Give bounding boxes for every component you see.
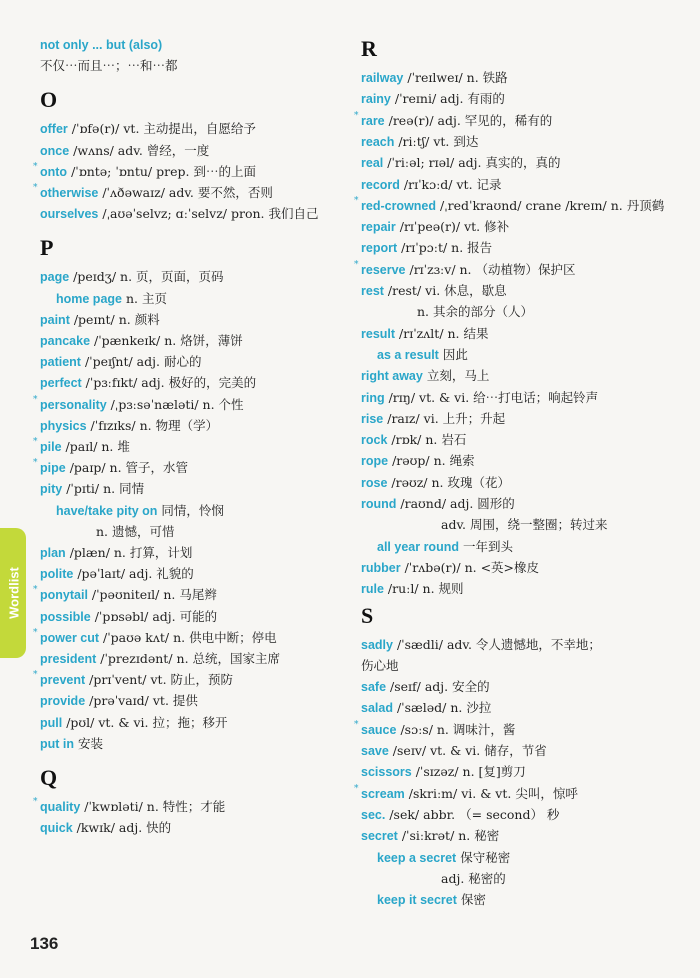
definition: n. 其余的部分（人） (417, 304, 533, 320)
word-entry (377, 850, 510, 866)
definition: /ˈʌðəwaɪz/ adv. 要不然，否则 (102, 185, 273, 200)
definition: /rɪˈzɜːv/ n. （动植物）保护区 (409, 261, 576, 277)
definition: /ˈsɪzəz/ n. [复]剪刀 (415, 764, 526, 780)
definition: /peɪnt/ n. 颜料 (73, 311, 160, 327)
headword: pile (40, 440, 62, 454)
headword: secret (361, 829, 398, 844)
new-word-star-icon: * (33, 585, 38, 596)
word-entry (40, 693, 198, 709)
headword: quick (40, 821, 73, 836)
new-word-star-icon: * (33, 670, 38, 681)
word-entry (361, 134, 478, 150)
definition: /ˈpəʊniteɪl/ n. 马尾辫 (91, 587, 217, 603)
word-entry (361, 411, 505, 427)
headword: reserve (361, 262, 406, 277)
headword: rare (361, 113, 385, 128)
headword: page (40, 270, 70, 285)
definition: /prɪˈvent/ vt. 防止，预防 (89, 672, 234, 688)
headword: repair (361, 220, 396, 235)
headword: keep it secret (377, 893, 457, 908)
word-entry (361, 91, 505, 107)
headword: ponytail (40, 588, 88, 603)
headword: rise (361, 411, 384, 426)
word-entry (40, 164, 256, 180)
definition: /ˈreɪlweɪ/ n. 铁路 (407, 70, 508, 85)
definition: /rɪˈkɔːd/ vt. 记录 (403, 176, 502, 192)
word-entry (361, 155, 560, 171)
definition: /ˈfɪzɪks/ n. 物理（学） (90, 417, 219, 433)
word-entry (40, 397, 244, 413)
headword: rock (361, 433, 388, 448)
headword: quality (40, 800, 81, 814)
headword: power cut (40, 630, 100, 645)
definition: 保守秘密 (460, 849, 511, 865)
definition: /ˈɒfə(r)/ vt. 主动提出，自愿给予 (71, 121, 256, 137)
definition: /ˈsiːkrət/ n. 秘密 (401, 828, 500, 844)
definition: /ˈkwɒləti/ n. 特性；才能 (84, 799, 226, 814)
definition: /rɒk/ n. 岩石 (391, 432, 467, 448)
definition: /rest/ vi. 休息，歇息 (387, 283, 507, 298)
definition: /sɔːs/ n. 调味汁，酱 (400, 721, 516, 737)
definition: /raʊnd/ adj. 圆形的 (400, 496, 515, 511)
definition: /rɪŋ/ vt. & vi. 给⋯打电话；响起铃声 (388, 389, 599, 405)
word-entry (377, 892, 486, 908)
headword: provide (40, 694, 86, 709)
word-entry (40, 736, 103, 752)
headword: ring (361, 390, 385, 405)
definition: /ˈpaʊə kʌt/ n. 供电中断；停电 (103, 629, 277, 645)
definition: n. 遗憾，可惜 (96, 523, 175, 539)
definition: adj. 秘密的 (441, 870, 506, 886)
definition: /raɪz/ vi. 上升；升起 (387, 410, 506, 426)
headword: safe (361, 680, 387, 695)
headword: once (40, 143, 70, 158)
word-entry (40, 312, 160, 328)
definition: /ˈreɪni/ adj. 有雨的 (394, 91, 505, 107)
definition: /peɪdʒ/ n. 页，页面，页码 (73, 269, 224, 285)
definition: 因此 (442, 346, 468, 362)
headword: right away (361, 369, 423, 384)
definition: 安装 (78, 735, 104, 751)
definition: /ˈpænkeɪk/ n. 烙饼，薄饼 (94, 333, 243, 348)
word-entry (441, 517, 607, 533)
headword: real (361, 156, 384, 171)
new-word-star-icon: * (33, 183, 38, 193)
definition: /pəˈlaɪt/ adj. 礼貌的 (77, 566, 194, 582)
headword: all year round (377, 539, 459, 554)
definition: /ˈsæləd/ n. 沙拉 (396, 700, 492, 716)
section-letter: O (40, 87, 58, 113)
word-entry (361, 807, 559, 823)
headword: save (361, 744, 389, 758)
page-number: 136 (30, 934, 59, 953)
definition: /ˈprezɪdənt/ n. 总统，国家主席 (100, 651, 281, 666)
new-word-star-icon: * (354, 110, 359, 121)
word-entry (361, 828, 499, 844)
headword: record (361, 177, 400, 192)
headword: scissors (361, 765, 412, 780)
definition: /rɪˈpɔːt/ n. 报告 (401, 240, 493, 256)
headword: prevent (40, 673, 86, 688)
definition: /rɪˈzʌlt/ n. 结果 (399, 325, 489, 341)
word-entry (361, 177, 502, 193)
definition: /kwɪk/ adj. 快的 (76, 820, 172, 836)
definition: /plæn/ n. 打算，计划 (69, 545, 193, 560)
word-entry (361, 637, 601, 653)
word-entry (40, 609, 217, 625)
word-entry (40, 566, 194, 582)
definition: /ˈɒntə; ˈɒntu/ prep. 到⋯的上面 (71, 163, 256, 179)
word-entry (361, 679, 490, 695)
definition: /rəʊp/ n. 绳索 (392, 453, 475, 469)
word-entry (361, 722, 515, 738)
word-entry (40, 651, 280, 667)
word-entry (40, 185, 273, 201)
word-entry (56, 503, 224, 519)
word-entry (361, 262, 576, 278)
word-entry (40, 37, 162, 53)
word-entry (96, 524, 175, 540)
headword: pancake (40, 334, 91, 348)
definition: 一年到头 (462, 538, 513, 554)
headword: president (40, 652, 97, 666)
word-entry (40, 354, 201, 370)
new-word-star-icon: * (354, 719, 359, 730)
new-word-star-icon: * (33, 458, 38, 469)
definition: /riːtʃ/ vt. 到达 (398, 133, 479, 149)
headword: red-crowned (361, 198, 437, 213)
headword: as a result (377, 347, 439, 362)
word-entry (417, 304, 533, 320)
word-entry (361, 70, 508, 86)
headword: physics (40, 418, 87, 433)
headword: scream (361, 786, 405, 801)
word-entry (40, 121, 256, 137)
definition: /ˌpɜːsəˈnæləti/ n. 个性 (110, 396, 244, 412)
definition: /ˌaʊəˈselvz; ɑːˈselvz/ pron. 我们自己 (102, 206, 319, 222)
definition: /ˈpɜːfɪkt/ adj. 极好的，完美的 (85, 375, 257, 391)
new-word-star-icon: * (33, 797, 38, 807)
word-entry (40, 375, 256, 391)
word-entry (361, 368, 489, 384)
wordlist-tab-label: Wordlist (6, 567, 22, 619)
word-entry (40, 799, 225, 815)
word-entry (361, 786, 578, 802)
word-entry (40, 460, 188, 476)
headword: pity (40, 482, 63, 497)
headword: rest (361, 284, 384, 298)
word-entry (40, 715, 228, 731)
definition: /seɪv/ vt. & vi. 储存，节省 (392, 743, 547, 758)
section-letter: Q (40, 765, 58, 790)
word-entry (361, 326, 489, 342)
word-entry (361, 198, 664, 214)
word-entry (361, 700, 491, 716)
headword: rainy (361, 92, 391, 107)
word-entry (361, 743, 547, 759)
definition: /paɪp/ n. 管子，水管 (69, 460, 189, 476)
word-entry (361, 283, 507, 299)
headword: rose (361, 475, 388, 490)
word-entry (40, 333, 243, 349)
definition: /wʌns/ adv. 曾经，一度 (73, 142, 210, 158)
word-entry (361, 219, 509, 235)
word-entry (40, 820, 171, 836)
headword: sadly (361, 637, 393, 652)
word-entry (40, 439, 130, 455)
headword: personality (40, 397, 107, 412)
headword: home page (56, 291, 122, 306)
definition: adv. 周围，绕一整圈；转过来 (441, 517, 608, 533)
definition: /ˈpɪti/ n. 同情 (66, 481, 145, 497)
definition: 保密 (460, 892, 486, 908)
word-entry (361, 560, 539, 576)
definition: n. 主页 (125, 290, 167, 306)
headword: reach (361, 134, 395, 149)
headword: rubber (361, 560, 401, 575)
headword: paint (40, 312, 70, 327)
word-entry (40, 630, 277, 646)
word-entry (40, 672, 233, 688)
word-entry (40, 587, 217, 603)
headword: not only ... but (also) (40, 38, 163, 52)
definition: /ˈsædli/ adv. 令人遗憾地，不幸地； (396, 636, 601, 652)
word-entry (361, 390, 598, 406)
definition: 不仅⋯而且⋯；⋯和⋯都 (40, 58, 178, 74)
word-entry (361, 475, 510, 491)
section-letter: R (361, 36, 377, 61)
definition: /ˌredˈkraʊnd/ crane /kreɪn/ n. 丹顶鹤 (440, 197, 665, 213)
wordlist-tab (0, 528, 26, 658)
definition: 立刻，马上 (426, 368, 490, 384)
headword: sauce (361, 722, 397, 737)
definition: /skriːm/ vi. & vt. 尖叫，惊呼 (408, 785, 578, 801)
definition: /ˈrʌbə(r)/ n. <英>橡皮 (404, 559, 540, 575)
word-entry (361, 432, 466, 448)
headword: railway (361, 71, 404, 85)
section-letter: S (361, 602, 374, 628)
headword: pipe (40, 461, 66, 476)
definition: /rɪˈpeə(r)/ vt. 修补 (399, 219, 510, 235)
headword: possible (40, 609, 91, 624)
word-entry (361, 453, 475, 469)
definition: 伤心地 (361, 657, 399, 673)
definition: /pʊl/ vt. & vi. 拉；拖；移开 (66, 714, 228, 730)
headword: sec. (361, 807, 386, 822)
word-entry (40, 481, 144, 497)
headword: perfect (40, 376, 82, 391)
definition: /ˈriːəl; rɪəl/ adj. 真实的，真的 (387, 155, 561, 171)
new-word-star-icon: * (33, 394, 38, 405)
headword: report (361, 241, 398, 256)
new-word-star-icon: * (354, 259, 359, 270)
word-entry (40, 143, 209, 159)
new-word-star-icon: * (354, 195, 359, 206)
headword: patient (40, 355, 81, 370)
word-entry (40, 418, 218, 434)
headword: rope (361, 454, 389, 469)
headword: pull (40, 715, 63, 730)
definition: /ˈpeɪʃnt/ adj. 耐心的 (84, 354, 202, 370)
word-entry (441, 871, 506, 887)
word-entry (361, 581, 464, 597)
word-entry (361, 113, 552, 129)
word-entry (56, 291, 167, 307)
definition: /ruːl/ n. 规则 (387, 581, 464, 597)
word-entry (361, 658, 399, 674)
definition: /seɪf/ adj. 安全的 (390, 679, 490, 695)
definition: /sek/ abbr. （= second） 秒 (389, 806, 560, 822)
word-entry (361, 496, 515, 512)
definition: /reə(r)/ adj. 罕见的，稀有的 (388, 112, 553, 128)
headword: ourselves (40, 207, 99, 222)
headword: salad (361, 701, 393, 716)
section-letter: P (40, 235, 54, 261)
headword: otherwise (40, 186, 99, 200)
new-word-star-icon: * (33, 161, 38, 172)
definition: /paɪl/ n. 堆 (65, 439, 130, 454)
word-entry (377, 347, 468, 363)
headword: round (361, 497, 397, 511)
headword: onto (40, 164, 68, 179)
definition: /ˈpɒsəbl/ adj. 可能的 (94, 608, 218, 624)
new-word-star-icon: * (354, 783, 359, 794)
definition: /rəʊz/ n. 玫瑰（花） (391, 474, 510, 490)
headword: polite (40, 567, 74, 582)
new-word-star-icon: * (33, 627, 38, 638)
word-entry (377, 539, 513, 555)
headword: put in (40, 736, 75, 751)
headword: rule (361, 582, 384, 597)
new-word-star-icon: * (33, 437, 38, 447)
headword: keep a secret (377, 850, 457, 865)
headword: plan (40, 546, 66, 560)
definition: /prəˈvaɪd/ vt. 提供 (89, 693, 198, 709)
word-entry (40, 206, 318, 222)
definition: 同情，怜悯 (161, 502, 224, 518)
word-entry (361, 240, 492, 256)
word-entry (40, 269, 224, 285)
word-entry (40, 545, 192, 561)
headword: offer (40, 122, 68, 137)
headword: result (361, 326, 396, 341)
headword: have/take pity on (56, 503, 158, 518)
word-entry (40, 58, 178, 74)
word-entry (361, 764, 526, 780)
